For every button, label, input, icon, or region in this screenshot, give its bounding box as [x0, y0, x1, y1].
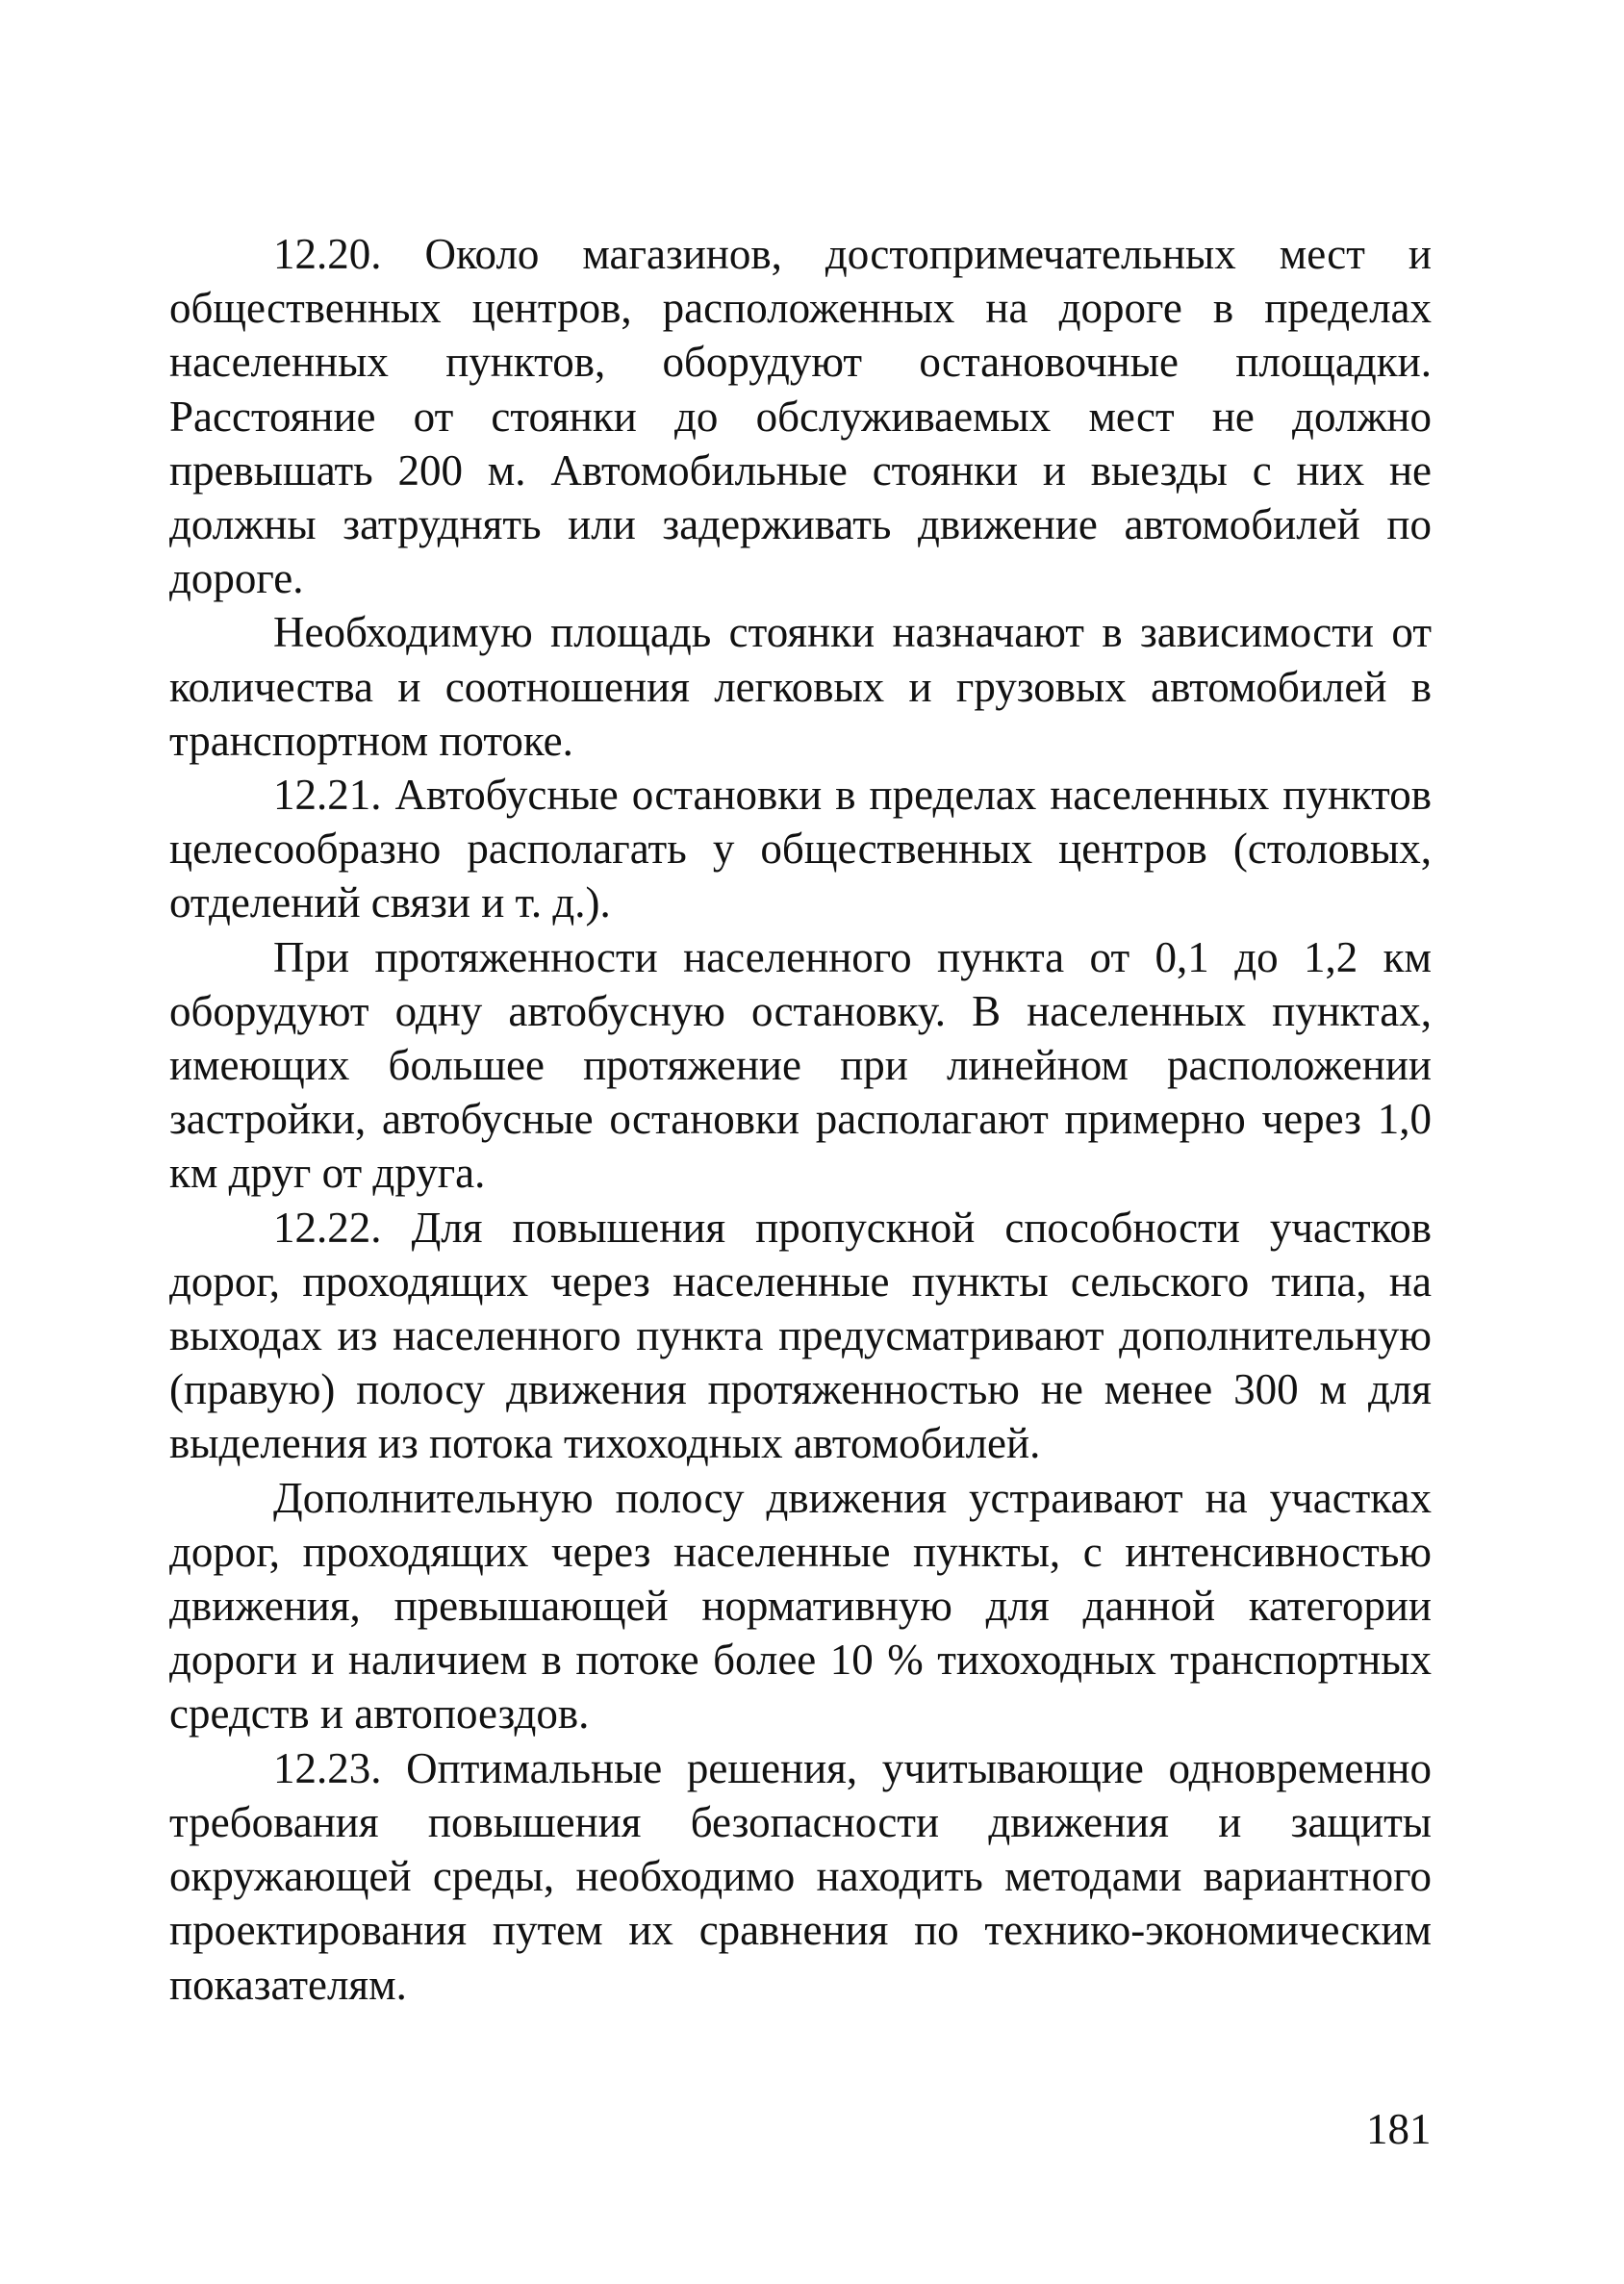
paragraph-12-21: 12.21. Автобусные остановки в пределах населенных пунктов целесообразно располагать у общественных центров (столовых, отделений связи и т. д.). — [169, 771, 1432, 927]
page-number: 181 — [1366, 2105, 1432, 2153]
paragraph-12-20: 12.20. Около магазинов, достопримечательных мест и общественных центров, расположенных на дороге в пределах населенных пунктов, оборудуют остановочные площадки. Расстояние от стоянки до обслуживаемых мест не должно превышать 200 м. Автомобильные стоянки и выезды с них не должны затруднять или задерживать движение автомобилей по дороге. — [169, 230, 1432, 603]
paragraph-parking-area: Необходимую площадь стоянки назначают в зависимости от количества и соотношения легковых и грузовых автомобилей в транспортном потоке. — [169, 608, 1432, 765]
paragraph-bus-stops: При протяженности населенного пункта от 0,1 до 1,2 км оборудуют одну автобусную остановку. В населенных пунктах, имеющих большее протяжение при линейном расположении застройки, автобусные остановки располагают примерно через 1,0 км друг от друга. — [169, 932, 1432, 1198]
paragraph-extra-lane: Дополнительную полосу движения устраивают на участках дорог, проходящих через населенные пункты, с интенсивностью движения, превышающей нормативную для данной категории дороги и наличием в потоке более 10 % тихоходных транспортных средств и автопоездов. — [169, 1473, 1432, 1738]
paragraph-12-22: 12.22. Для повышения пропускной способности участков дорог, проходящих через населенные пункты сельского типа, на выходах из населенного пункта предусматривают дополнительную (правую) полосу движения протяженностью не менее 300 м для выделения из потока тихоходных автомобилей. — [169, 1203, 1432, 1468]
page-body — [169, 227, 1432, 2012]
paragraph-12-23: 12.23. Оптимальные решения, учитывающие одновременно требования повышения безопасности движения и защиты окружающей среды, необходимо находить методами вариантного проектирования путем их сравнения по технико-экономическим показателям. — [169, 1743, 1432, 2009]
